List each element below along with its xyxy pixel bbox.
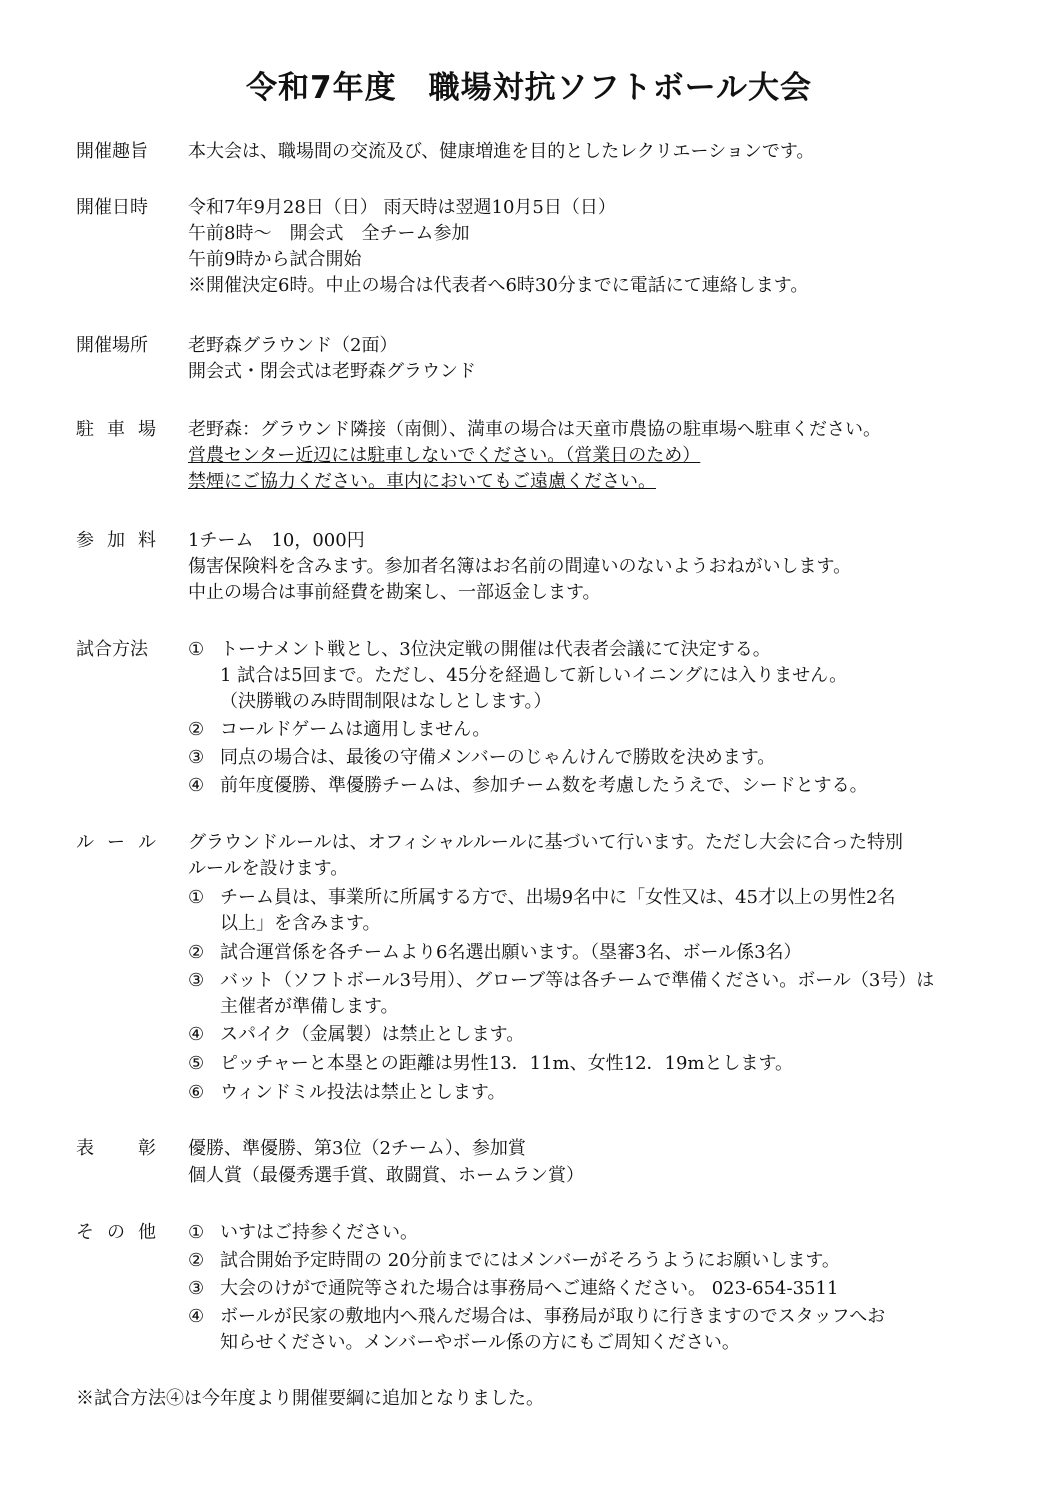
parking-line-underlined: 営農センター近辺には駐車しないでください。（営業日のため） (188, 445, 701, 466)
rules-label-char: ル (138, 832, 156, 853)
item-number: ① (188, 1222, 205, 1243)
datetime-line: 午前8時～ 開会式 全チーム参加 (188, 223, 470, 244)
item-number: ② (188, 1250, 205, 1271)
rules-item (188, 1080, 505, 1106)
item-number: ② (188, 719, 205, 740)
item-text: 大会のけがで通院等された場合は事務局へご連絡ください。 023-654-3511 (220, 1278, 839, 1299)
item-text: ウィンドミル投法は禁止とします。 (220, 1082, 506, 1103)
fee-label-char: 加 (107, 530, 125, 551)
rules-item (188, 1022, 524, 1048)
rules-item (188, 968, 934, 994)
item-number: ⑤ (188, 1053, 205, 1074)
parking-line: 老野森：グラウンド隣接（南側）、満車の場合は天童市農協の駐車場へ駐車ください。 (188, 419, 881, 440)
parking-line-underlined: 禁煙にご協力ください。車内においてもご遠慮ください。 (188, 471, 656, 492)
awards-label-char: 彰 (138, 1138, 156, 1159)
other-label-char: の (107, 1222, 125, 1243)
fee-label (76, 528, 156, 554)
item-number: ① (188, 639, 205, 660)
fee-line: 中止の場合は事前経費を勘案し、一部返金します。 (188, 582, 601, 603)
rules-item (188, 1051, 793, 1077)
item-text: コールドゲームは適用しません。 (220, 719, 491, 740)
rules-item (188, 885, 895, 911)
item-number: ④ (188, 1306, 205, 1327)
other-label (76, 1220, 156, 1246)
item-text: バット（ソフトボール3号用）、グローブ等は各チームで準備ください。ボール（3号）は (220, 970, 935, 991)
method-item (188, 773, 868, 799)
other-label-char: そ (76, 1222, 94, 1243)
item-text: 試合運営係を各チームより6名選出願います。（塁審3名、ボール係3名） (220, 942, 802, 963)
fee-label-char: 参 (76, 530, 94, 551)
method-item-continuation: 1 試合は5回まで。ただし、45分を経過して新しいイニングには入りません。 (220, 665, 848, 686)
item-number: ⑥ (188, 1082, 205, 1103)
other-item (188, 1220, 418, 1246)
footnote: ※試合方法④は今年度より開催要綱に追加となりました。 (76, 1388, 544, 1409)
rules-label-char: ル (76, 832, 94, 853)
awards-label-char: 表 (76, 1138, 94, 1159)
rules-intro: ルールを設けます。 (188, 858, 349, 879)
other-item (188, 1248, 840, 1274)
venue-line: 老野森グラウンド（2面） (188, 335, 398, 356)
rules-item-continuation: 以上」を含みます。 (220, 913, 381, 934)
datetime-line: 午前9時から試合開始 (188, 249, 362, 270)
fee-line: 1チーム 10，000円 (188, 530, 365, 551)
method-item (188, 745, 775, 771)
datetime-label: 開催日時 (76, 197, 148, 218)
item-text: スパイク（金属製）は禁止とします。 (220, 1024, 525, 1045)
parking-label-char: 駐 (76, 419, 94, 440)
method-item (188, 637, 771, 663)
purpose-line: 本大会は、職場間の交流及び、健康増進を目的としたレクリエーションです。 (188, 141, 815, 162)
other-item-continuation: 知らせください。メンバーやボール係の方にもご周知ください。 (220, 1332, 740, 1353)
item-text: チーム員は、事業所に所属する方で、出場9名中に「女性又は、45才以上の男性2名 (220, 887, 896, 908)
parking-label (76, 417, 156, 443)
method-item (188, 717, 490, 743)
item-text: 試合開始予定時間の 20分前までにはメンバーがそろうようにお願いします。 (220, 1250, 840, 1271)
venue-label: 開催場所 (76, 335, 148, 356)
fee-line: 傷害保険料を含みます。参加者名簿はお名前の間違いのないようおねがいします。 (188, 556, 852, 577)
awards-line: 優勝、準優勝、第3位（2チーム）、参加賞 (188, 1138, 526, 1159)
item-text: 同点の場合は、最後の守備メンバーのじゃんけんで勝敗を決めます。 (220, 747, 776, 768)
datetime-line: 令和7年9月28日（日） 雨天時は翌週10月5日（日） (188, 197, 616, 218)
rules-label-char: ー (107, 832, 125, 853)
parking-label-char: 車 (107, 419, 125, 440)
method-item-continuation: （決勝戦のみ時間制限はなしとします。） (220, 691, 552, 712)
item-text: ボールが民家の敷地内へ飛んだ場合は、事務局が取りに行きますのでスタッフへお (220, 1306, 886, 1327)
item-number: ③ (188, 747, 205, 768)
rules-intro: グラウンドルールは、オフィシャルルールに基づいて行います。ただし大会に合った特別 (188, 832, 904, 853)
other-label-char: 他 (138, 1222, 156, 1243)
item-number: ① (188, 887, 205, 908)
fee-label-char: 料 (138, 530, 156, 551)
item-text: ピッチャーと本塁との距離は男性13．11m、女性12．19mとします。 (220, 1053, 794, 1074)
item-text: いすはご持参ください。 (220, 1222, 418, 1243)
datetime-line: ※開催決定6時。中止の場合は代表者へ6時30分までに電話にて連絡します。 (188, 275, 809, 296)
document-title: 令和7年度 職場対抗ソフトボール大会 (246, 70, 812, 106)
item-text: トーナメント戦とし、3位決定戦の開催は代表者会議にて決定する。 (220, 639, 771, 660)
method-label: 試合方法 (76, 639, 148, 660)
other-item (188, 1276, 838, 1302)
venue-line: 開会式・閉会式は老野森グラウンド (188, 361, 476, 382)
item-number: ③ (188, 1278, 205, 1299)
item-number: ③ (188, 970, 205, 991)
awards-line: 個人賞（最優秀選手賞、敢闘賞、ホームラン賞） (188, 1165, 584, 1186)
other-item (188, 1304, 885, 1330)
item-number: ② (188, 942, 205, 963)
item-number: ④ (188, 775, 205, 796)
rules-item-continuation: 主催者が準備します。 (220, 996, 399, 1017)
item-number: ④ (188, 1024, 205, 1045)
rules-item (188, 940, 802, 966)
parking-label-char: 場 (138, 419, 156, 440)
rules-label (76, 830, 156, 856)
item-text: 前年度優勝、準優勝チームは、参加チーム数を考慮したうえで、シードとする。 (220, 775, 868, 796)
purpose-label: 開催趣旨 (76, 141, 148, 162)
awards-label (76, 1136, 156, 1162)
